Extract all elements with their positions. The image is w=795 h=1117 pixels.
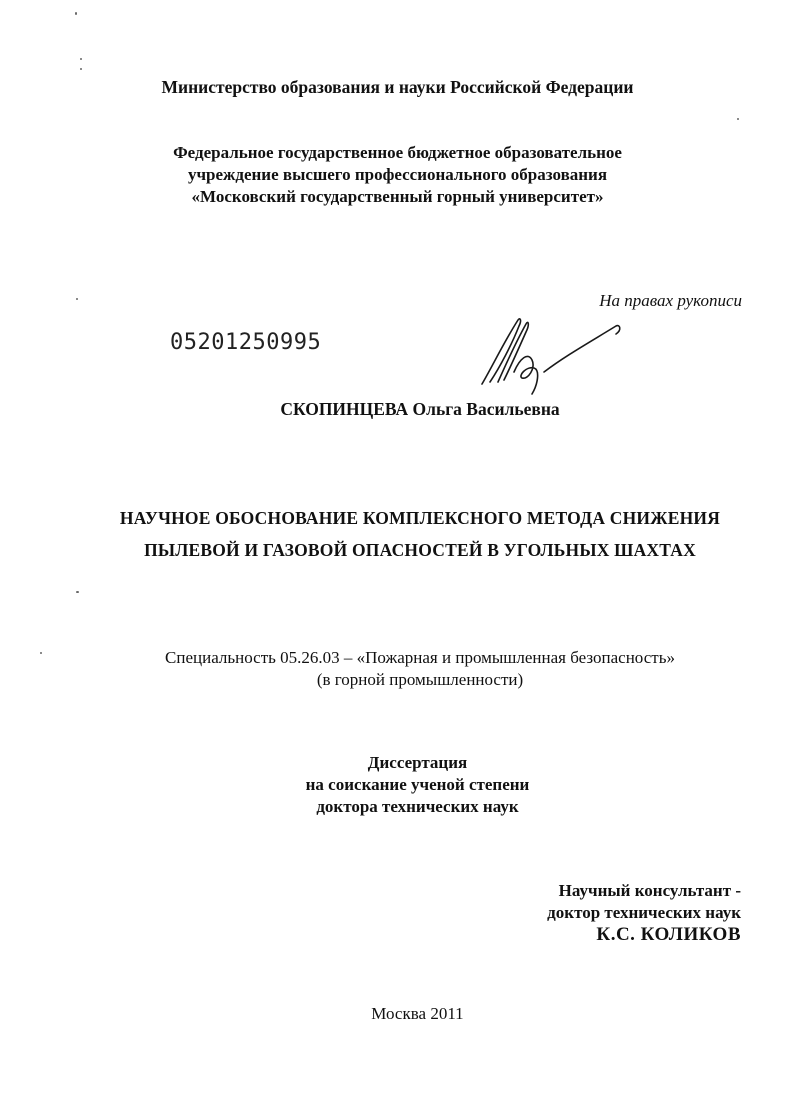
institution-line: учреждение высшего профессионального образования: [187, 165, 608, 184]
institution-block: [0, 142, 795, 208]
consultant-role: Научный консультант -: [558, 881, 741, 900]
ministry-heading: Министерство образования и науки Российской Федерации: [161, 77, 634, 97]
scan-speck: [80, 58, 82, 60]
dissertation-type: Диссертация: [367, 753, 468, 772]
institution-line: Федеральное государственное бюджетное образовательное: [173, 143, 622, 162]
scan-speck: [80, 68, 82, 70]
dissertation-block: [0, 752, 795, 818]
specialty-line: Специальность 05.26.03 – «Пожарная и промышленная безопасность»: [165, 648, 675, 667]
dissertation-line: доктора технических наук: [316, 797, 519, 816]
scan-speck: [75, 12, 77, 15]
institution-line: «Московский государственный горный университет»: [191, 187, 604, 206]
title-line: ПЫЛЕВОЙ И ГАЗОВОЙ ОПАСНОСТЕЙ В УГОЛЬНЫХ ШАХТАХ: [144, 540, 696, 560]
author-surname: СКОПИНЦЕВА: [280, 399, 409, 419]
manuscript-note: На правах рукописи: [599, 291, 742, 310]
city-year: Москва 2011: [371, 1004, 464, 1023]
scan-speck: [76, 298, 78, 300]
specialty-line: (в горной промышленности): [316, 670, 524, 689]
inventory-number: 05201250995: [170, 330, 322, 355]
dissertation-line: на соискание ученой степени: [305, 775, 530, 794]
consultant-name: К.С. КОЛИКОВ: [596, 924, 741, 945]
consultant-degree: доктор технических наук: [547, 903, 741, 922]
dissertation-title: [0, 502, 795, 566]
scan-speck: [76, 591, 79, 593]
author-name: [0, 399, 795, 420]
specialty-block: [0, 647, 795, 691]
author-given-names: Ольга Васильевна: [412, 399, 560, 419]
scan-speck: [737, 118, 739, 120]
signature: [470, 312, 630, 402]
title-line: НАУЧНОЕ ОБОСНОВАНИЕ КОМПЛЕКСНОГО МЕТОДА СНИЖЕНИЯ: [119, 508, 721, 528]
consultant-block: [547, 880, 741, 946]
